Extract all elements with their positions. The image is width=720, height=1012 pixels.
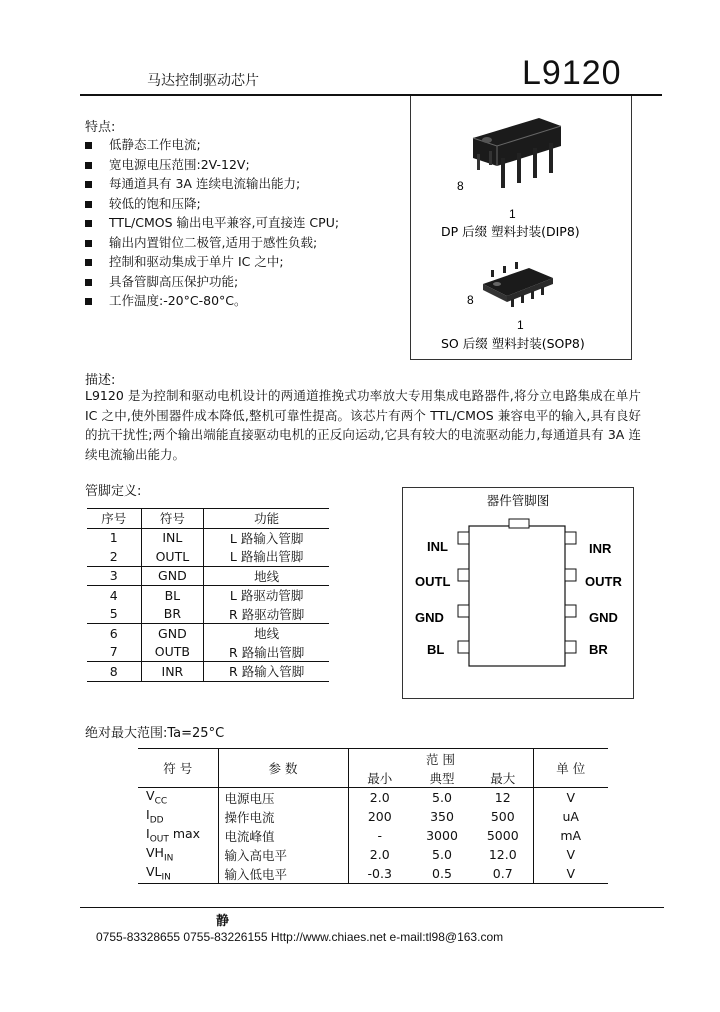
sop8-package-icon [483,262,553,307]
list-item: 低静态工作电流; [85,135,339,155]
param-cell: 操作电流 [218,807,348,826]
max-cell: 12 [494,790,511,805]
column-header: 序号 [87,509,141,529]
features-heading: 特点: [85,120,116,135]
dip-caption: DP 后缀 塑料封装(DIP8) [441,224,580,239]
description-heading: 描述: [85,373,116,388]
dip-pin8-label: 8 [457,179,464,193]
pin-label-right: INR [589,541,612,556]
table-row [138,864,608,884]
features-list [85,135,339,311]
so-caption: SO 后缀 塑料封装(SOP8) [441,336,585,351]
pin-8 [565,532,576,544]
param-cell: 输入低电平 [218,864,348,884]
max-cell: 500 [490,809,515,824]
footer-mark: 静 [216,914,230,929]
pin-diagram [403,488,632,697]
typ-cell: 5.0 [432,847,452,862]
ic-body [469,526,565,666]
table-row: 3 GND 地线 [87,566,329,586]
typ-cell: 5.0 [432,790,452,805]
table-row [138,845,608,864]
list-item: 输出内置钳位二极管,适用于感性负载; [85,233,339,253]
typ-cell: 3000 [426,828,458,843]
unit-cell: mA [533,826,608,845]
column-header: 最小 [348,768,411,788]
list-item: 工作温度:-20°C-80°C。 [85,291,339,311]
abs-max-table [138,748,608,884]
dip-pin1-label: 1 [509,207,516,221]
pin-label-right: OUTR [585,574,622,589]
table-row [138,788,608,808]
column-header: 典型 [411,768,473,788]
column-header: 功能 [204,509,329,529]
list-item: TTL/CMOS 输出电平兼容,可直接连 CPU; [85,213,339,233]
min-cell: -0.3 [348,864,411,884]
table-row: 5 BR R 路驱动管脚 [87,605,329,624]
column-header: 单 位 [533,749,608,788]
bullet-icon [85,181,92,188]
typ-cell: 350 [430,809,454,824]
pin-label-left: OUTL [415,574,451,589]
so-pin1-label: 1 [517,318,524,332]
pin-1 [458,532,469,544]
symbol-cell: $VL_{IN}$ [138,864,218,884]
table-row: 8 INR R 路输入管脚 [87,662,329,682]
symbol-cell: $V_{CC}$ [146,788,168,807]
pin-label-left: GND [415,610,444,625]
symbol-cell: $VH_{IN}$ [146,845,174,864]
pin-diagram-title: 器件管脚图 [486,493,550,508]
min-cell: 200 [348,807,411,826]
bullet-icon [85,162,92,169]
param-cell: 电流峰值 [218,826,348,845]
pin-definition-table [87,508,329,682]
package-illustration [411,96,633,360]
table-row: 4 BL L 路驱动管脚 [87,586,329,605]
table-row: 1 INL L 路输入管脚 [87,528,329,547]
table-header-row [138,749,608,769]
param-cell: 电源电压 [218,788,348,808]
pin-label-left: BL [427,642,445,657]
pin-4 [458,641,469,653]
max-cell: 5000 [486,828,519,843]
footer-contact: 0755-83328655 0755-83226155 Http://www.chiaes.net e-mail:tl98@163.com [96,930,504,944]
min-cell: 2.0 [348,845,411,864]
column-header: 符 号 [138,749,218,788]
column-header: 范 围 [348,749,533,769]
bullet-icon [85,298,92,305]
document-subtitle: 马达控制驱动芯片 [147,73,259,89]
pin-label-right: BR [589,642,608,657]
part-number: L9120 [522,54,622,92]
unit-cell: uA [533,807,608,826]
dip8-package-icon [473,118,561,188]
column-header: 符号 [141,509,204,529]
table-row [138,807,608,826]
bullet-icon [85,259,92,266]
bullet-icon [85,201,92,208]
pin-definition-heading: 管脚定义: [85,484,142,499]
description-text: L9120 是为控制和驱动电机设计的两通道推挽式功率放大专用集成电路器件,将分立电路集成在单片 IC 之中,使外围器件成本降低,整机可靠性提高。该芯片有两个 TTL/CMOS 兼容电平的输入,具有良好的抗干扰性;两个输出端能直接驱动电机的正反向运动,它具有较大的电流驱动能力,每通道具有 3A 连续电流输出能力。 [85,388,641,462]
package-box [410,96,632,360]
so-pin8-label: 8 [467,293,474,307]
list-item: 每通道具有 3A 连续电流输出能力; [85,174,339,194]
max-cell: 12.0 [488,847,517,862]
min-cell: - [348,826,411,845]
symbol-cell: $I_{DD}$ [146,807,164,826]
min-cell: 2.0 [348,788,411,808]
table-header-row [87,509,329,529]
table-row [138,826,608,845]
column-header: 最大 [473,768,533,788]
unit-cell: V [533,845,608,864]
max-cell: 0.7 [473,864,533,884]
ic-notch [509,519,529,528]
typ-cell: 0.5 [411,864,473,884]
list-item: 较低的饱和压降; [85,194,339,214]
pin-2 [458,569,469,581]
pin-label-right: GND [589,610,618,625]
symbol-cell: $I_{OUT}$ max [146,826,201,845]
unit-cell: V [533,788,608,808]
bullet-icon [85,220,92,227]
list-item: 控制和驱动集成于单片 IC 之中; [85,252,339,272]
pin-6 [565,605,576,617]
table-row: 7 OUTB R 路输出管脚 [87,643,329,662]
table-row: 6 GND 地线 [87,624,329,643]
pin-3 [458,605,469,617]
pin-diagram-box [402,487,634,699]
pin-label-left: INL [427,539,448,554]
bullet-icon [85,240,92,247]
abs-max-heading: 绝对最大范围:Ta=25°C [85,726,225,741]
bullet-icon [85,279,92,286]
unit-cell: V [533,864,608,884]
pin-7 [565,569,576,581]
list-item: 具备管脚高压保护功能; [85,272,339,292]
param-cell: 输入高电平 [218,845,348,864]
header-rule [80,94,410,96]
bullet-icon [85,142,92,149]
footer-rule [80,907,664,908]
list-item: 宽电源电压范围:2V-12V; [85,155,339,175]
pin-5 [565,641,576,653]
column-header: 参 数 [218,749,348,788]
table-row: 2 OUTL L 路输出管脚 [87,547,329,566]
